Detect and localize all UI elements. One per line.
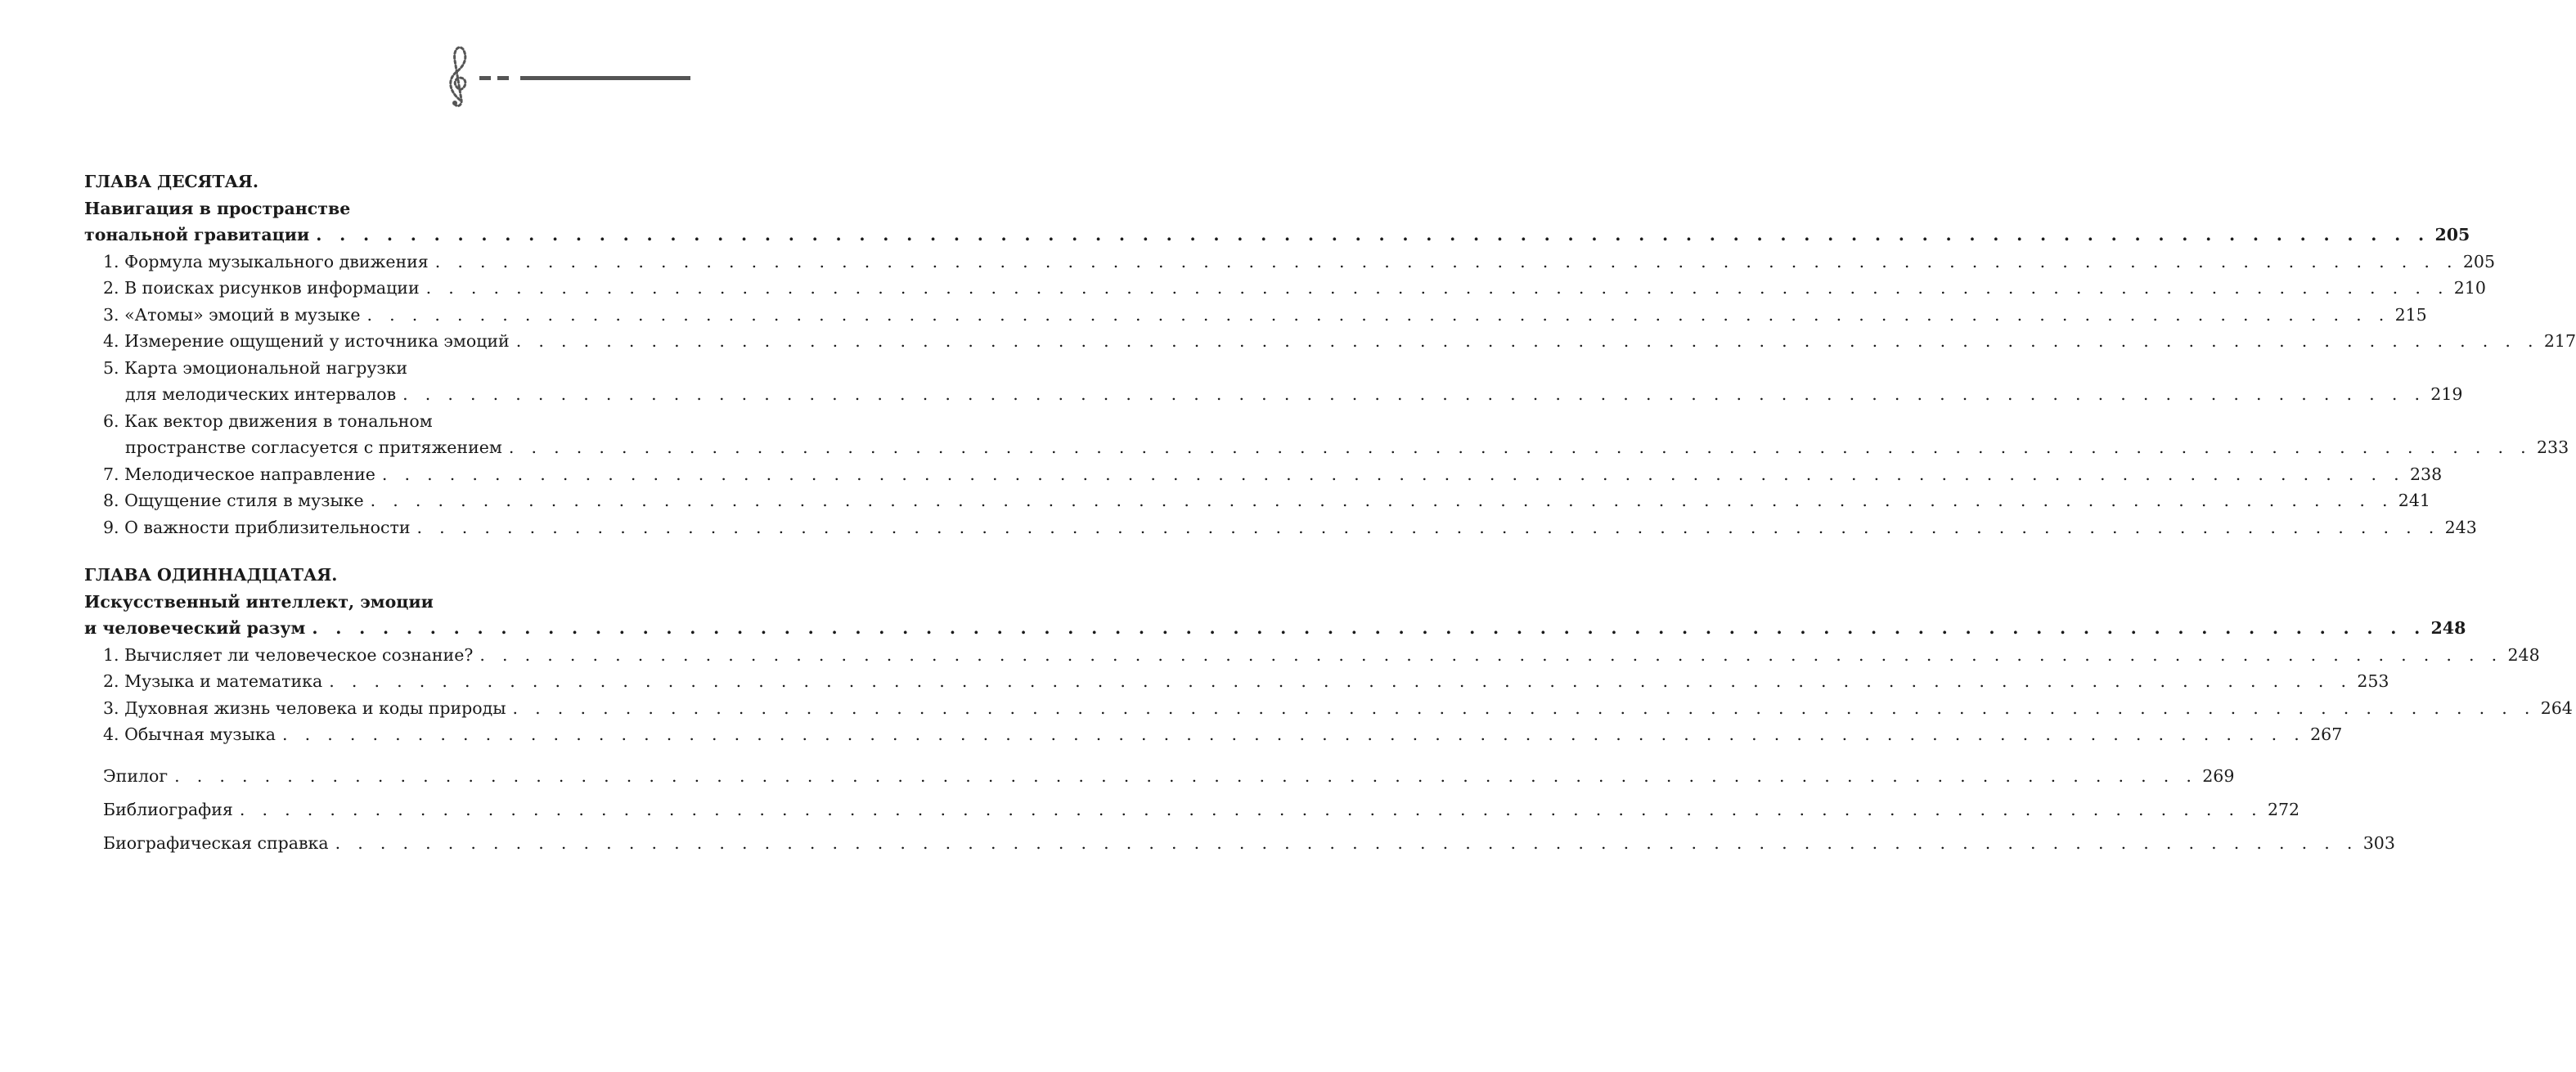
toc-entry-text: пространстве согласуется с притяжением [125, 437, 502, 457]
toc-entry-text: 4. Обычная музыка [103, 724, 276, 744]
dot-leader: . . . . . . . . . . . . . . . . . . . . . . . . . . . . . . . . . . . . . . . . . . . . . . . . . . . . . . . . . . . . . . . . . . . . . . . . . . . . . . . . . . . . . . . . . . [329, 671, 2353, 691]
page-number: 219 [2430, 384, 2463, 404]
page-number: 233 [2536, 437, 2569, 457]
toc-entry-text: 2. Музыка и математика [103, 671, 323, 691]
dot-leader: . . . . . . . . . . . . . . . . . . . . . . . . . . . . . . . . . . . . . . . . . . . . . . . . . . . . . . . . . . . . . . . . . . . . . . . . . . . . . . . . . . . . . . . . . . [479, 644, 2503, 665]
page-number: 215 [2394, 304, 2427, 325]
toc-entry-text: 3. Духовная жизнь человека и коды природы [103, 697, 506, 718]
page-number: 264 [2540, 697, 2573, 718]
back-matter-entry-text: Биографическая справка [103, 832, 329, 853]
dot-leader: . . . . . . . . . . . . . . . . . . . . . . . . . . . . . . . . . . . . . . . . . . . . . . . . . . . . . . . . . . . . . . . . . . . . . . . . . . . . . . . . . . . . . . . . . . [402, 384, 2426, 404]
page-number: 205 [2434, 225, 2470, 244]
chapter-label: ГЛАВА ОДИННАДЦАТАЯ. [84, 565, 338, 585]
page-number: 253 [2357, 671, 2389, 691]
page-number: 238 [2410, 464, 2443, 484]
toc-entry [84, 695, 2573, 722]
page-number: 269 [2202, 765, 2235, 786]
toc-entry [84, 487, 2430, 514]
page-number: 243 [2444, 517, 2477, 537]
back-matter-entry [103, 760, 2235, 793]
dot-leader: . . . . . . . . . . . . . . . . . . . . . . . . . . . . . . . . . . . . . . . . . . . . . . . . . . . . . . . . . . . . . . . . . . . . . . . . . . . . . . . . . . . . . . . . . . [515, 331, 2539, 351]
toc-entry [84, 302, 2427, 329]
chapter-block [84, 562, 2573, 748]
toc-entry [84, 275, 2486, 302]
dot-leader: . . . . . . . . . . . . . . . . . . . . . . . . . . . . . . . . . . . . . . . . . . . . . . . . . . . . . . . . . . . . . . . . . . . . . . . . . . . . . . . . . . . . . . . . . . [239, 799, 2263, 819]
chapter-title-text: и человеческий разум [84, 618, 306, 638]
chapter-title-text: тональной гравитации [84, 225, 310, 244]
toc-entry [84, 381, 2463, 408]
dot-leader: . . . . . . . . . . . . . . . . . . . . . . . . . . . . . . . . . . . . . . . . . . . . . . . . . . . . . . . . . . . . . . . . . . . . . . . . . . . . . . . . . . . . . . . . . . [425, 278, 2449, 298]
table-of-contents [84, 168, 2576, 860]
dot-leader: . . . . . . . . . . . . . . . . . . . . . . . . . . . . . . . . . . . . . . . . . . . . . . . . . . . . . . . . . . . . . . . . . . . . . . . . . . . . . . . . . . . . . . . . . . [312, 618, 2426, 638]
toc-entry [84, 642, 2540, 669]
page-number: 267 [2310, 724, 2343, 744]
toc-entry-text: для мелодических интервалов [125, 384, 397, 404]
back-matter-entry-text: Библиография [103, 799, 233, 819]
chapter-label: ГЛАВА ДЕСЯТАЯ. [84, 172, 258, 191]
page-number: 210 [2453, 278, 2486, 298]
chapter-block [84, 168, 2576, 540]
toc-entry [84, 328, 2576, 355]
header-ornament [442, 43, 690, 111]
page-number: 248 [2430, 618, 2466, 638]
page-number: 248 [2507, 644, 2540, 665]
toc-entry [84, 434, 2569, 461]
dot-leader: . . . . . . . . . . . . . . . . . . . . . . . . . . . . . . . . . . . . . . . . . . . . . . . . . . . . . . . . . . . . . . . . . . . . . . . . . . . . . . . . . . . . . . . . . . [316, 225, 2430, 244]
toc-entry-text: 1. Вычисляет ли человеческое сознание? [103, 644, 474, 665]
chapter-title [84, 615, 2466, 642]
dot-leader: . . . . . . . . . . . . . . . . . . . . . . . . . . . . . . . . . . . . . . . . . . . . . . . . . . . . . . . . . . . . . . . . . . . . . . . . . . . . . . . . . . . . . . . . . . [174, 765, 2198, 786]
dot-leader: . . . . . . . . . . . . . . . . . . . . . . . . . . . . . . . . . . . . . . . . . . . . . . . . . . . . . . . . . . . . . . . . . . . . . . . . . . . . . . . . . . . . . . . . . . [381, 464, 2406, 484]
page-number: 241 [2398, 491, 2430, 510]
toc-entry-text: 8. Ощущение стиля в музыке [103, 491, 364, 510]
toc-entry [84, 668, 2389, 695]
back-matter [84, 760, 2395, 860]
chapter-title: Искусственный интеллект, эмоции [84, 591, 434, 612]
toc-entry [84, 514, 2477, 541]
page-number: 205 [2462, 251, 2496, 271]
toc-entry-text: 9. О важности приблизительности [103, 517, 411, 537]
dot-leader: . . . . . . . . . . . . . . . . . . . . . . . . . . . . . . . . . . . . . . . . . . . . . . . . . . . . . . . . . . . . . . . . . . . . . . . . . . . . . . . . . . . . . . . . . . [508, 437, 2532, 457]
toc-entry [84, 461, 2443, 488]
toc-entry-text: 3. «Атомы» эмоций в музыке [103, 304, 361, 325]
chapter-title [84, 222, 2470, 249]
back-matter-entry [103, 793, 2300, 827]
toc-entry-text: 2. В поисках рисунков информации [103, 278, 420, 298]
page-number: 217 [2543, 331, 2576, 351]
toc-entry: 6. Как вектор движения в тональном [103, 410, 433, 431]
dot-leader: . . . . . . . . . . . . . . . . . . . . . . . . . . . . . . . . . . . . . . . . . . . . . . . . . . . . . . . . . . . . . . . . . . . . . . . . . . . . . . . . . . . . . . . . . . [416, 517, 2440, 537]
toc-entry-text: 4. Измерение ощущений у источника эмоций [103, 331, 510, 351]
chapter-title: Навигация в пространстве [84, 198, 351, 218]
dot-leader: . . . . . . . . . . . . . . . . . . . . . . . . . . . . . . . . . . . . . . . . . . . . . . . . . . . . . . . . . . . . . . . . . . . . . . . . . . . . . . . . . . . . . . . . . . [366, 304, 2390, 325]
page-number: 272 [2267, 799, 2300, 819]
page-number: 303 [2362, 832, 2395, 853]
dot-leader: . . . . . . . . . . . . . . . . . . . . . . . . . . . . . . . . . . . . . . . . . . . . . . . . . . . . . . . . . . . . . . . . . . . . . . . . . . . . . . . . . . . . . . . . . . [281, 724, 2306, 744]
back-matter-entry [103, 827, 2395, 860]
dot-leader: . . . . . . . . . . . . . . . . . . . . . . . . . . . . . . . . . . . . . . . . . . . . . . . . . . . . . . . . . . . . . . . . . . . . . . . . . . . . . . . . . . . . . . . . . . [512, 697, 2536, 718]
toc-entry [84, 721, 2343, 748]
treble-clef-icon [442, 43, 690, 111]
dot-leader: . . . . . . . . . . . . . . . . . . . . . . . . . . . . . . . . . . . . . . . . . . . . . . . . . . . . . . . . . . . . . . . . . . . . . . . . . . . . . . . . . . . . . . . . . . [434, 251, 2458, 271]
toc-entry [84, 249, 2496, 276]
toc-entry-text: 7. Мелодическое направление [103, 464, 375, 484]
toc-entry: 5. Карта эмоциональной нагрузки [103, 357, 408, 378]
dot-leader: . . . . . . . . . . . . . . . . . . . . . . . . . . . . . . . . . . . . . . . . . . . . . . . . . . . . . . . . . . . . . . . . . . . . . . . . . . . . . . . . . . . . . . . . . . [370, 491, 2394, 510]
back-matter-entry-text: Эпилог [103, 765, 169, 786]
dot-leader: . . . . . . . . . . . . . . . . . . . . . . . . . . . . . . . . . . . . . . . . . . . . . . . . . . . . . . . . . . . . . . . . . . . . . . . . . . . . . . . . . . . . . . . . . . [335, 832, 2358, 853]
toc-entry-text: 1. Формула музыкального движения [103, 251, 429, 271]
